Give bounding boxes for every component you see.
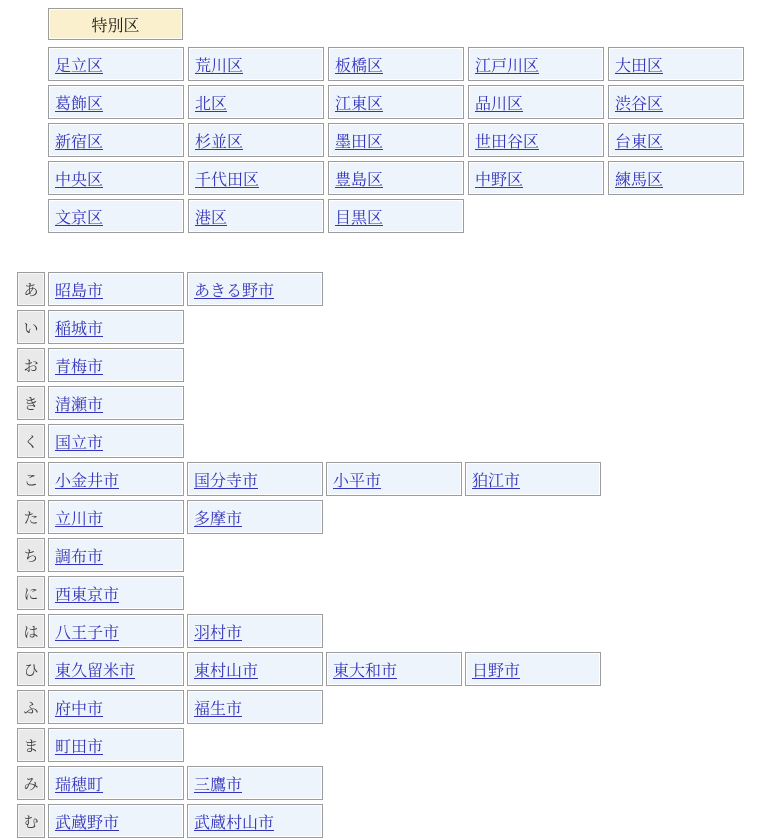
- ward-link[interactable]: 板橋区: [335, 57, 384, 75]
- ward-link[interactable]: 世田谷区: [475, 133, 540, 151]
- city-cell[interactable]: [48, 690, 184, 724]
- ward-cell[interactable]: [328, 123, 464, 157]
- city-cell[interactable]: [187, 500, 323, 534]
- city-link[interactable]: 町田市: [55, 738, 104, 756]
- city-link[interactable]: 国分寺市: [194, 472, 259, 490]
- city-row: [17, 690, 601, 724]
- city-row: [17, 272, 601, 306]
- ward-link[interactable]: 杉並区: [195, 133, 244, 151]
- city-cell[interactable]: [465, 652, 601, 686]
- ward-link[interactable]: 江東区: [335, 95, 384, 113]
- ward-cell[interactable]: [188, 123, 324, 157]
- kana-index-cell: み: [17, 766, 45, 800]
- ward-cell[interactable]: [48, 47, 184, 81]
- city-link[interactable]: 昭島市: [55, 282, 104, 300]
- city-link[interactable]: 国立市: [55, 434, 104, 452]
- city-cell[interactable]: [48, 310, 184, 344]
- ward-cell[interactable]: [328, 85, 464, 119]
- city-cell[interactable]: [48, 614, 184, 648]
- ward-link[interactable]: 江戸川区: [475, 57, 540, 75]
- kana-index-cell: ち: [17, 538, 45, 572]
- ward-link[interactable]: 千代田区: [195, 171, 260, 189]
- city-link[interactable]: 多摩市: [194, 510, 243, 528]
- city-link[interactable]: 東村山市: [194, 662, 259, 680]
- city-cell[interactable]: [48, 538, 184, 572]
- ward-cell[interactable]: [48, 199, 184, 233]
- ward-cell[interactable]: [608, 161, 744, 195]
- city-cell[interactable]: [48, 386, 184, 420]
- ward-link[interactable]: 豊島区: [335, 171, 384, 189]
- city-cell[interactable]: [187, 614, 323, 648]
- ward-cell[interactable]: [608, 123, 744, 157]
- city-link[interactable]: 府中市: [55, 700, 104, 718]
- city-link[interactable]: 稲城市: [55, 320, 104, 338]
- city-row: [17, 538, 601, 572]
- ward-row: [48, 123, 744, 157]
- ward-link[interactable]: 葛飾区: [55, 95, 104, 113]
- ward-link[interactable]: 目黒区: [335, 209, 384, 227]
- ward-cell[interactable]: [608, 47, 744, 81]
- ward-link[interactable]: 練馬区: [615, 171, 664, 189]
- ward-cell[interactable]: [328, 161, 464, 195]
- city-cell[interactable]: [48, 766, 184, 800]
- city-cell[interactable]: [187, 462, 323, 496]
- city-link[interactable]: 小金井市: [55, 472, 120, 490]
- kana-index-cell: む: [17, 804, 45, 838]
- city-cell[interactable]: [48, 804, 184, 838]
- city-cell[interactable]: [187, 272, 323, 306]
- city-row: [17, 424, 601, 458]
- kana-index-cell: ま: [17, 728, 45, 762]
- ward-cell[interactable]: [188, 161, 324, 195]
- kana-index-cell: ふ: [17, 690, 45, 724]
- city-row: [17, 462, 601, 496]
- city-link[interactable]: 西東京市: [55, 586, 120, 604]
- city-cell[interactable]: [187, 804, 323, 838]
- city-link[interactable]: 福生市: [194, 700, 243, 718]
- city-link[interactable]: 清瀬市: [55, 396, 104, 414]
- ward-link[interactable]: 荒川区: [195, 57, 244, 75]
- special-wards-header: 特別区: [48, 8, 183, 40]
- ward-link[interactable]: 文京区: [55, 209, 104, 227]
- city-cell[interactable]: [48, 576, 184, 610]
- city-cell[interactable]: [48, 500, 184, 534]
- city-cell[interactable]: [326, 652, 462, 686]
- ward-cell[interactable]: [188, 85, 324, 119]
- kana-index-cell: き: [17, 386, 45, 420]
- city-link[interactable]: 羽村市: [194, 624, 243, 642]
- city-link[interactable]: 調布市: [55, 548, 104, 566]
- ward-link[interactable]: 大田区: [615, 57, 664, 75]
- kana-index-cell: く: [17, 424, 45, 458]
- ward-cell[interactable]: [468, 47, 604, 81]
- ward-link[interactable]: 北区: [195, 95, 228, 113]
- city-cell[interactable]: [48, 272, 184, 306]
- ward-cell[interactable]: [468, 161, 604, 195]
- city-link[interactable]: 日野市: [472, 662, 521, 680]
- city-cell[interactable]: [187, 652, 323, 686]
- city-link[interactable]: 狛江市: [472, 472, 521, 490]
- city-cell[interactable]: [48, 348, 184, 382]
- city-cell[interactable]: [48, 728, 184, 762]
- kana-index-cell: お: [17, 348, 45, 382]
- ward-cell[interactable]: [468, 85, 604, 119]
- kana-index-cell: た: [17, 500, 45, 534]
- ward-link[interactable]: 港区: [195, 209, 228, 227]
- ward-link[interactable]: 足立区: [55, 57, 104, 75]
- ward-cell[interactable]: [328, 199, 464, 233]
- city-cell[interactable]: [187, 766, 323, 800]
- city-cell[interactable]: [326, 462, 462, 496]
- ward-row: [48, 47, 744, 81]
- ward-link[interactable]: 渋谷区: [615, 95, 664, 113]
- ward-link[interactable]: 新宿区: [55, 133, 104, 151]
- city-link[interactable]: あきる野市: [194, 282, 275, 300]
- city-link[interactable]: 小平市: [333, 472, 382, 490]
- kana-index-cell: い: [17, 310, 45, 344]
- ward-link[interactable]: 中央区: [55, 171, 104, 189]
- city-row: [17, 614, 601, 648]
- city-cell[interactable]: [48, 652, 184, 686]
- ward-row: [48, 85, 744, 119]
- city-link[interactable]: 八王子市: [55, 624, 120, 642]
- city-link[interactable]: 武蔵野市: [55, 814, 120, 832]
- special-wards-grid: [48, 47, 744, 233]
- city-row: [17, 348, 601, 382]
- city-link[interactable]: 青梅市: [55, 358, 104, 376]
- city-row: [17, 652, 601, 686]
- kana-index-cell: こ: [17, 462, 45, 496]
- ward-row: [48, 161, 744, 195]
- city-row: [17, 310, 601, 344]
- ward-cell[interactable]: [188, 199, 324, 233]
- city-cell[interactable]: [187, 690, 323, 724]
- ward-link[interactable]: 中野区: [475, 171, 524, 189]
- ward-cell[interactable]: [48, 85, 184, 119]
- city-row: [17, 728, 601, 762]
- city-row: [17, 500, 601, 534]
- city-link[interactable]: 東久留米市: [55, 662, 136, 680]
- ward-cell[interactable]: [468, 123, 604, 157]
- ward-row: [48, 199, 744, 233]
- city-link[interactable]: 瑞穂町: [55, 776, 104, 794]
- kana-index-cell: ひ: [17, 652, 45, 686]
- city-link[interactable]: 立川市: [55, 510, 104, 528]
- ward-cell[interactable]: [188, 47, 324, 81]
- special-wards-section: [48, 8, 744, 233]
- city-cell[interactable]: [48, 424, 184, 458]
- ward-link[interactable]: 品川区: [475, 95, 524, 113]
- ward-link[interactable]: 台東区: [615, 133, 664, 151]
- city-row: [17, 766, 601, 800]
- kana-index-cell: あ: [17, 272, 45, 306]
- ward-cell[interactable]: [48, 123, 184, 157]
- city-cell[interactable]: [48, 462, 184, 496]
- ward-cell[interactable]: [328, 47, 464, 81]
- cities-section: [17, 272, 601, 838]
- city-cell[interactable]: [465, 462, 601, 496]
- city-row: [17, 576, 601, 610]
- ward-cell[interactable]: [608, 85, 744, 119]
- kana-index-cell: は: [17, 614, 45, 648]
- city-row: [17, 804, 601, 838]
- city-row: [17, 386, 601, 420]
- ward-cell[interactable]: [48, 161, 184, 195]
- ward-link[interactable]: 墨田区: [335, 133, 384, 151]
- city-link[interactable]: 東大和市: [333, 662, 398, 680]
- city-link[interactable]: 武蔵村山市: [194, 814, 275, 832]
- city-link[interactable]: 三鷹市: [194, 776, 243, 794]
- kana-index-cell: に: [17, 576, 45, 610]
